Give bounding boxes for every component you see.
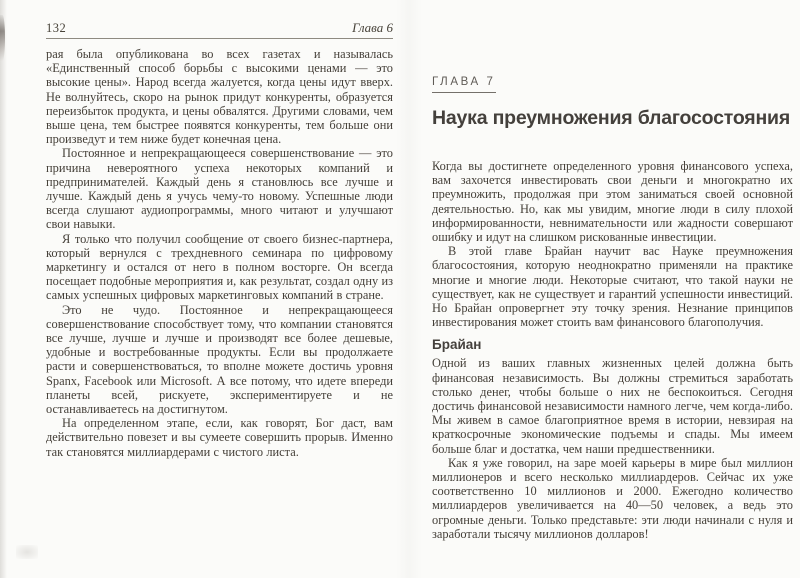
running-header [46, 20, 393, 39]
body-paragraph: Я только что получил сообщение от своего бизнес-партнера, который вернулся с трехдневного семинара по цифровому маркетингу и остался от него в полном восторге. Он всегда посещает подобные мероприятия и, как результат, создал одну из самых успешных цифровых маркетинговых компаний в стране. [46, 231, 393, 303]
right-page-body [432, 159, 793, 541]
body-paragraph: В этой главе Брайан научит вас Науке преумножения благосостояния, которую неоднократно применяли на практике многие и многие люди. Некоторые считают, что такой науки не существует, как не существует и гарантий успешности инвестиций. Но Брайан опровергнет эту точку зрения. Незнание принципов инвестирования может стоить вам финансового благополучия. [432, 244, 793, 330]
body-paragraph: На определенном этапе, если, как говорят, Бог даст, вам действительно повезет и вы сумеете совершить прорыв. Именно так становятся миллиардерами с чистого листа. [46, 416, 393, 459]
section-heading: Брайан [432, 337, 482, 353]
body-paragraph: рая была опубликована во всех газетах и называлась «Единственный способ борьбы с высокими ценами — это высокие цены». Народ всегда жалуется, когда цены идут вверх. Не волнуйтесь, скоро на рынок придут конкуренты, образуется переизбыток продукта, и цены обвалятся. Другими словами, чем выше цена, тем быстрее появятся конкуренты, тем больше они произведут и тем ниже будет конечная цена. [46, 47, 393, 147]
running-head: Глава 6 [352, 20, 393, 35]
scan-corner-mark [16, 545, 38, 559]
body-paragraph: Постоянное и непрекращающееся совершенствование — это причина невероятного успеха некоторых компаний и предпринимателей. Каждый день я становлюсь все лучше и лучше. Каждый день я учусь чему-то новому. Успешные люди всегда слушают аудиопрограммы, много читают и улучшают свои навыки. [46, 146, 393, 232]
page-number: 132 [46, 21, 67, 35]
body-paragraph: Как я уже говорил, на заре моей карьеры в мире был миллион миллионеров и всего несколько миллиардеров. Сейчас их уже соответственно 10 миллионов и 2000. Ежегодно количество миллиардеров увеличивается на 40—50 человек, а ведь это огромные деньги. Только представьте: эти люди начинали с нуля и заработали тысячу миллионов долларов! [432, 455, 793, 541]
scan-smudge [0, 15, 5, 61]
body-paragraph: Это не чудо. Постоянное и непрекращающееся совершенствование способствует тому, что компании становятся все лучше, лучше и лучше и производят все более дешевые, удобные и востребованные продукты. Если вы продолжаете расти и совершенствоваться, то вполне можете достичь уровня Spanx, Facebook или Microsoft. А все потому, что идете впереди планеты всей, рискуете, экспериментируете и не останавливаетесь на достигнутом. [46, 302, 393, 417]
right-page [432, 72, 793, 541]
page-gutter [396, 0, 422, 578]
chapter-title: Наука преумножения благосостояния [432, 107, 791, 129]
body-paragraph: Одной из ваших главных жизненных целей должна быть финансовая независимость. Вы должны стремиться заработать столько денег, чтобы больше о них не беспокоиться. Сегодня достичь финансовой независимости намного легче, чем когда-либо. Мы живем в самое благоприятное время в истории, невзирая на краткосрочные экономические подъемы и спады. Мы имеем больше благ и достатка, чем наши предшественники. [432, 356, 793, 456]
chapter-label: ГЛАВА 7 [432, 76, 496, 93]
left-page [46, 20, 393, 459]
body-paragraph: Когда вы достигнете определенного уровня финансового успеха, вам захочется инвестировать свои деньги и многократно их преумножить, продолжая при этом заниматься своей основной деятельностью. Но, как мы увидим, многие люди в силу плохой информированности, невнимательности или жадности совершают ошибку и идут на слишком рискованные инвестиции. [432, 159, 793, 245]
left-page-body [46, 47, 393, 459]
scan-edge-shadow [0, 0, 7, 578]
